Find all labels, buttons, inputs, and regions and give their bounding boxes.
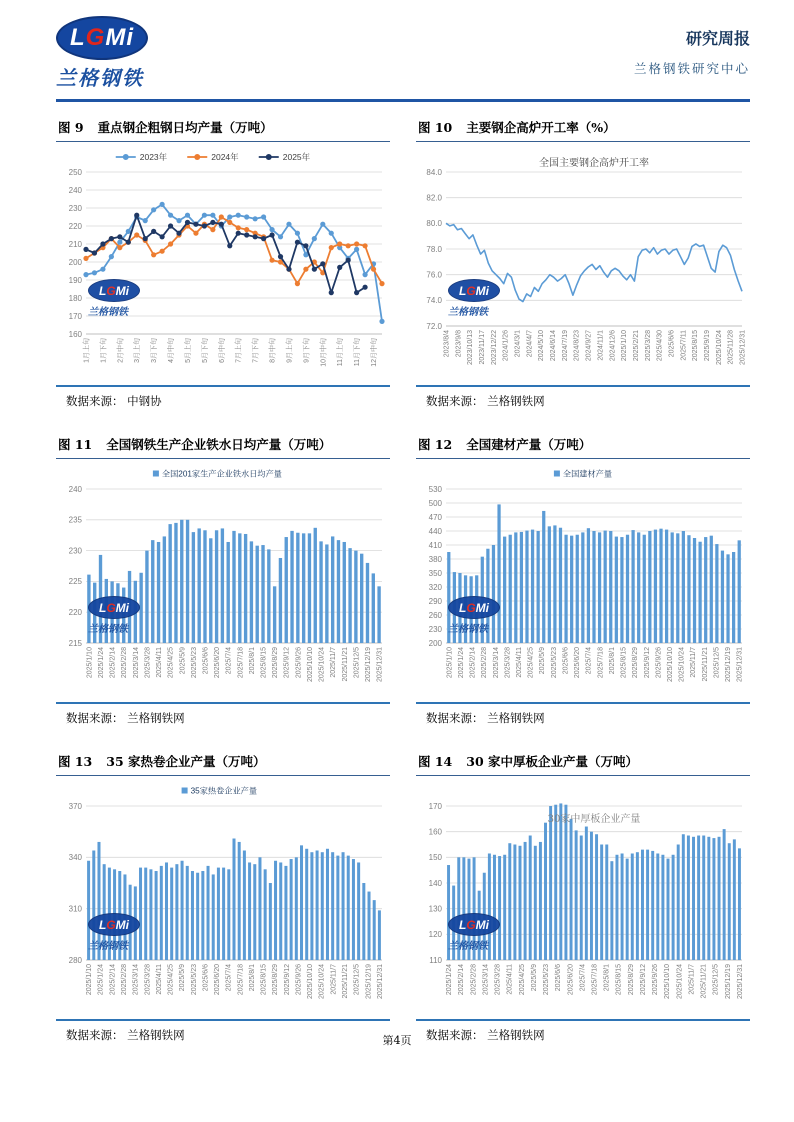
svg-text:9月下旬: 9月下旬 (303, 338, 311, 363)
svg-text:2023/8/4: 2023/8/4 (443, 330, 451, 358)
figure-label: 图 13 (58, 754, 93, 769)
svg-text:2025/5/9: 2025/5/9 (530, 964, 538, 992)
svg-text:2024年: 2024年 (211, 152, 239, 162)
svg-text:2025/3/28: 2025/3/28 (144, 964, 152, 996)
svg-text:2023/11/17: 2023/11/17 (479, 330, 487, 365)
figure-label: 图 10 (418, 120, 453, 135)
svg-text:2025/6/20: 2025/6/20 (574, 647, 582, 679)
svg-text:2025/9/12: 2025/9/12 (643, 647, 651, 679)
svg-text:2025/4/25: 2025/4/25 (518, 964, 526, 996)
svg-text:2025/5/9: 2025/5/9 (179, 964, 187, 992)
figure-caption: 重点钢企粗钢日均产量（万吨） (97, 120, 273, 135)
chart-area (416, 142, 750, 384)
figure-panel-11 (56, 433, 390, 726)
svg-text:220: 220 (68, 608, 82, 617)
svg-text:2025/2/28: 2025/2/28 (121, 647, 129, 679)
svg-text:2024/12/6: 2024/12/6 (609, 330, 617, 362)
lgmi-watermark-name: 兰格钢铁 (88, 941, 128, 952)
svg-text:2025/5/23: 2025/5/23 (190, 964, 198, 996)
svg-text:130: 130 (428, 904, 442, 914)
svg-text:2025/10/24: 2025/10/24 (318, 964, 326, 1000)
svg-text:240: 240 (68, 484, 82, 494)
svg-text:2025/9/12: 2025/9/12 (639, 964, 647, 996)
figure-caption: 30 家中厚板企业产量（万吨） (466, 754, 638, 769)
figure-label: 图 14 (418, 754, 453, 769)
svg-text:2025/10/24: 2025/10/24 (715, 330, 723, 366)
svg-text:2025/8/15: 2025/8/15 (615, 964, 623, 996)
svg-text:74.0: 74.0 (426, 296, 442, 306)
svg-text:2025/6/20: 2025/6/20 (214, 647, 222, 679)
svg-text:2025/12/31: 2025/12/31 (376, 647, 384, 683)
svg-text:2025/4/30: 2025/4/30 (656, 330, 664, 362)
svg-text:2025年: 2025年 (282, 152, 311, 162)
svg-text:230: 230 (68, 203, 82, 213)
lgmi-watermark-mark: L G Mi (88, 279, 140, 302)
svg-text:440: 440 (428, 526, 442, 536)
svg-text:2025/11/7: 2025/11/7 (690, 647, 698, 678)
svg-text:2025/2/28: 2025/2/28 (120, 964, 128, 996)
svg-text:11月上旬: 11月上旬 (337, 338, 345, 367)
svg-text:1月上旬: 1月上旬 (83, 338, 91, 363)
svg-text:2025/7/4: 2025/7/4 (225, 964, 233, 992)
svg-text:84.0: 84.0 (426, 167, 442, 177)
svg-text:2025/6/6: 2025/6/6 (202, 964, 210, 992)
svg-text:2025/11/7: 2025/11/7 (330, 647, 338, 678)
lgmi-logo (56, 16, 148, 91)
svg-text:2025/7/18: 2025/7/18 (237, 647, 245, 679)
svg-text:2025/8/29: 2025/8/29 (272, 647, 280, 679)
svg-text:190: 190 (68, 275, 82, 285)
svg-text:3月下旬: 3月下旬 (151, 338, 159, 363)
lgmi-watermark-name: 兰格钢铁 (448, 307, 488, 318)
lgmi-watermark-mark: L G Mi (448, 913, 500, 936)
svg-text:2025/8/15: 2025/8/15 (692, 330, 700, 362)
svg-text:30家中厚板企业产量: 30家中厚板企业产量 (547, 814, 641, 825)
data-source: 数据来源： 兰格钢铁网 (416, 1019, 750, 1043)
svg-text:12月中旬: 12月中旬 (371, 338, 379, 367)
svg-text:2025/2/21: 2025/2/21 (632, 330, 640, 362)
data-source: 数据来源： 中钢协 (56, 385, 390, 409)
figure-label: 图 12 (418, 437, 453, 452)
svg-text:2025/10/24: 2025/10/24 (676, 964, 684, 1000)
svg-text:2024/1/26: 2024/1/26 (502, 330, 510, 362)
svg-text:2024/9/27: 2024/9/27 (585, 330, 593, 362)
svg-text:2025/10/10: 2025/10/10 (664, 964, 672, 1000)
svg-text:2025/6/6: 2025/6/6 (562, 647, 570, 675)
svg-text:2025/10/10: 2025/10/10 (307, 964, 315, 1000)
svg-text:2025/3/28: 2025/3/28 (494, 964, 502, 996)
figure-label: 图 11 (58, 437, 93, 452)
chart-area (56, 459, 390, 701)
svg-text:215: 215 (68, 638, 82, 648)
svg-text:2025/7/4: 2025/7/4 (579, 964, 587, 992)
figure-panel-10 (416, 116, 750, 409)
svg-text:2025/4/25: 2025/4/25 (167, 647, 175, 679)
lgmi-watermark-mark: L G Mi (88, 913, 140, 936)
svg-text:2025/4/11: 2025/4/11 (155, 964, 163, 995)
svg-text:160: 160 (428, 827, 442, 837)
svg-text:370: 370 (68, 801, 82, 811)
svg-text:2025/10/10: 2025/10/10 (667, 647, 675, 683)
svg-text:3月上旬: 3月上旬 (134, 338, 142, 363)
svg-text:2025/9/26: 2025/9/26 (652, 964, 660, 996)
svg-text:530: 530 (428, 484, 442, 494)
figure-caption: 35 家热卷企业产量（万吨） (106, 754, 266, 769)
svg-text:140: 140 (428, 878, 442, 888)
svg-text:2024/5/10: 2024/5/10 (538, 330, 546, 362)
svg-text:380: 380 (428, 554, 442, 564)
svg-text:全国主要钢企高炉开工率: 全国主要钢企高炉开工率 (539, 158, 649, 169)
svg-text:2025/8/15: 2025/8/15 (260, 964, 268, 996)
doc-type-title: 研究周报 (685, 29, 750, 48)
svg-text:76.0: 76.0 (426, 270, 442, 280)
svg-text:235: 235 (68, 515, 82, 525)
svg-text:2025/2/28: 2025/2/28 (481, 647, 489, 679)
svg-text:2025/11/28: 2025/11/28 (727, 330, 735, 365)
svg-text:2025/6/20: 2025/6/20 (214, 964, 222, 996)
logo-letter: L (69, 24, 86, 51)
svg-text:2025/9/26: 2025/9/26 (655, 647, 663, 679)
svg-text:220: 220 (68, 221, 82, 231)
svg-text:2025/5/9: 2025/5/9 (539, 647, 547, 675)
svg-text:2025/11/21: 2025/11/21 (700, 964, 708, 999)
svg-text:2025/2/28: 2025/2/28 (470, 964, 478, 996)
svg-text:7月上旬: 7月上旬 (235, 338, 243, 363)
svg-text:210: 210 (68, 239, 82, 249)
svg-text:2025/2/14: 2025/2/14 (109, 964, 117, 996)
lgmi-watermark-mark: L G Mi (448, 596, 500, 619)
svg-text:250: 250 (68, 167, 82, 177)
svg-text:2025/9/12: 2025/9/12 (283, 964, 291, 996)
svg-text:2025/11/21: 2025/11/21 (342, 964, 350, 999)
page-number: 第4页 (382, 1034, 412, 1047)
chart-area (416, 459, 750, 701)
svg-text:2025/7/4: 2025/7/4 (225, 647, 233, 675)
svg-text:170: 170 (68, 311, 82, 321)
svg-text:5月下旬: 5月下旬 (201, 338, 209, 363)
lgmi-watermark-mark: L G Mi (88, 596, 140, 619)
svg-text:2025/10/24: 2025/10/24 (678, 647, 686, 683)
research-center-name: 兰格钢铁研究中心 (633, 61, 750, 76)
chart-figure-11 (56, 463, 390, 701)
figure-14-title (416, 750, 750, 776)
svg-text:410: 410 (428, 540, 442, 550)
svg-text:82.0: 82.0 (426, 193, 442, 203)
svg-text:1月下旬: 1月下旬 (100, 338, 108, 363)
svg-text:2025/8/29: 2025/8/29 (627, 964, 635, 996)
svg-text:2025/11/21: 2025/11/21 (341, 647, 349, 682)
svg-text:2025/7/18: 2025/7/18 (237, 964, 245, 996)
svg-text:2025/6/6: 2025/6/6 (668, 330, 676, 358)
svg-text:2025/12/5: 2025/12/5 (353, 647, 361, 679)
svg-text:2025/12/19: 2025/12/19 (364, 647, 372, 683)
svg-text:2025/11/7: 2025/11/7 (330, 964, 338, 995)
svg-text:2024/6/14: 2024/6/14 (550, 330, 558, 362)
svg-text:2025/3/14: 2025/3/14 (482, 964, 490, 996)
header-right (634, 16, 750, 77)
figure-label: 图 9 (58, 120, 84, 135)
figure-panel-13 (56, 750, 390, 1043)
svg-text:2025/3/28: 2025/3/28 (504, 647, 512, 679)
data-source: 数据来源： 兰格钢铁网 (56, 702, 390, 726)
svg-text:170: 170 (428, 801, 442, 811)
svg-text:2025/5/23: 2025/5/23 (543, 964, 551, 996)
svg-text:470: 470 (428, 512, 442, 522)
svg-text:2025/8/1: 2025/8/1 (248, 647, 256, 675)
svg-text:2025/7/4: 2025/7/4 (585, 647, 593, 675)
svg-text:2025/7/11: 2025/7/11 (680, 330, 688, 361)
svg-text:2025/4/25: 2025/4/25 (527, 647, 535, 679)
svg-text:110: 110 (429, 955, 442, 965)
svg-text:230: 230 (428, 624, 442, 634)
svg-text:2025/9/26: 2025/9/26 (295, 964, 303, 996)
logo-letter-g: G (85, 24, 106, 51)
svg-text:2025/10/10: 2025/10/10 (306, 647, 314, 683)
figure-10-title (416, 116, 750, 142)
svg-text:2025/2/14: 2025/2/14 (458, 964, 466, 996)
svg-text:72.0: 72.0 (426, 321, 442, 331)
svg-text:2025/5/23: 2025/5/23 (550, 647, 558, 679)
lgmi-watermark-name: 兰格钢铁 (448, 624, 488, 635)
svg-text:2025/5/9: 2025/5/9 (179, 647, 187, 675)
lgmi-logo-mark (56, 16, 148, 60)
lgmi-logo-name: 兰格钢铁 (56, 66, 144, 90)
svg-text:2025/8/29: 2025/8/29 (632, 647, 640, 679)
svg-text:2025/12/31: 2025/12/31 (376, 964, 384, 1000)
svg-text:2025/1/10: 2025/1/10 (446, 647, 454, 679)
svg-text:2025/4/11: 2025/4/11 (506, 964, 514, 995)
svg-text:2025/9/26: 2025/9/26 (295, 647, 303, 679)
svg-text:8月中旬: 8月中旬 (269, 338, 277, 363)
svg-text:120: 120 (428, 930, 442, 940)
figure-panel-9 (56, 116, 390, 409)
svg-text:2025/8/29: 2025/8/29 (272, 964, 280, 996)
svg-text:2025/1/10: 2025/1/10 (86, 647, 94, 679)
figure-panel-12 (416, 433, 750, 726)
svg-text:150: 150 (428, 853, 442, 863)
svg-text:2025/3/14: 2025/3/14 (132, 647, 140, 679)
svg-text:2025/7/18: 2025/7/18 (591, 964, 599, 996)
svg-text:340: 340 (68, 853, 82, 863)
svg-text:2025/4/25: 2025/4/25 (167, 964, 175, 996)
svg-text:2025/1/24: 2025/1/24 (98, 647, 106, 679)
svg-text:2月中旬: 2月中旬 (117, 338, 125, 363)
data-source: 数据来源： 兰格钢铁网 (416, 702, 750, 726)
svg-text:2025/9/12: 2025/9/12 (283, 647, 291, 679)
svg-text:全国201家生产企业铁水日均产量: 全国201家生产企业铁水日均产量 (161, 469, 283, 479)
svg-text:2025/12/5: 2025/12/5 (712, 964, 720, 996)
svg-text:2025/11/7: 2025/11/7 (688, 964, 696, 995)
chart-area (416, 776, 750, 1018)
svg-text:全国建材产量: 全国建材产量 (562, 469, 613, 479)
svg-text:10月中旬: 10月中旬 (320, 338, 328, 367)
svg-text:280: 280 (68, 955, 82, 965)
chart-figure-10 (416, 146, 750, 384)
svg-text:2025/6/6: 2025/6/6 (202, 647, 210, 675)
svg-text:9月上旬: 9月上旬 (286, 338, 294, 363)
svg-text:350: 350 (428, 568, 442, 578)
figure-12-title (416, 433, 750, 459)
svg-text:2024/4/7: 2024/4/7 (526, 330, 534, 358)
svg-text:320: 320 (428, 582, 442, 592)
lgmi-watermark-mark: L G Mi (448, 279, 500, 302)
figure-13-title (56, 750, 390, 776)
svg-text:310: 310 (68, 904, 82, 914)
svg-text:6月中旬: 6月中旬 (218, 338, 226, 363)
svg-text:2025/4/11: 2025/4/11 (156, 647, 164, 678)
svg-text:5月上旬: 5月上旬 (184, 338, 192, 363)
logo-letters: Mi (105, 24, 134, 51)
chart-figure-14 (416, 780, 750, 1018)
svg-text:2025/1/24: 2025/1/24 (457, 647, 465, 679)
svg-text:35家热卷企业产量: 35家热卷企业产量 (190, 786, 258, 796)
data-source: 数据来源： 兰格钢铁网 (416, 385, 750, 409)
svg-text:78.0: 78.0 (426, 244, 442, 254)
svg-text:2025/3/28: 2025/3/28 (644, 330, 652, 362)
figure-caption: 主要钢企高炉开工率（%） (466, 120, 616, 135)
figure-caption: 全国钢铁生产企业铁水日均产量（万吨） (106, 437, 332, 452)
svg-text:2025/8/1: 2025/8/1 (248, 964, 256, 992)
svg-text:2025/1/24: 2025/1/24 (97, 964, 105, 996)
svg-text:2025/12/31: 2025/12/31 (739, 330, 747, 366)
svg-text:225: 225 (68, 577, 82, 587)
svg-text:2025/12/19: 2025/12/19 (365, 964, 373, 1000)
svg-text:200: 200 (428, 638, 442, 648)
page-header (0, 0, 794, 91)
svg-text:2025/5/23: 2025/5/23 (190, 647, 198, 679)
lgmi-watermark-name: 兰格钢铁 (88, 307, 128, 318)
chart-area (56, 142, 390, 384)
svg-text:2025/4/11: 2025/4/11 (515, 647, 523, 678)
svg-text:2023/9/8: 2023/9/8 (455, 330, 463, 358)
svg-text:2024/11/1: 2024/11/1 (597, 330, 605, 361)
data-source: 数据来源： 兰格钢铁网 (56, 1019, 390, 1043)
svg-text:2025/12/5: 2025/12/5 (353, 964, 361, 996)
svg-text:7月下旬: 7月下旬 (252, 338, 260, 363)
svg-text:2025/3/14: 2025/3/14 (132, 964, 140, 996)
svg-text:200: 200 (68, 257, 82, 267)
svg-text:240: 240 (68, 185, 82, 195)
svg-text:2025/1/10: 2025/1/10 (86, 964, 94, 996)
svg-text:2023/10/13: 2023/10/13 (467, 330, 475, 366)
svg-text:2025/3/14: 2025/3/14 (492, 647, 500, 679)
figure-panel-14 (416, 750, 750, 1043)
svg-text:500: 500 (428, 498, 442, 508)
chart-figure-9 (56, 146, 390, 384)
svg-text:2025/12/19: 2025/12/19 (725, 647, 733, 683)
svg-text:2025/10/24: 2025/10/24 (318, 647, 326, 683)
figure-9-title (56, 116, 390, 142)
chart-area (56, 776, 390, 1018)
svg-text:2025/3/28: 2025/3/28 (144, 647, 152, 679)
svg-text:2023年: 2023年 (139, 152, 168, 162)
svg-text:160: 160 (68, 329, 82, 339)
svg-text:2025/8/15: 2025/8/15 (260, 647, 268, 679)
svg-text:2024/7/19: 2024/7/19 (561, 330, 569, 362)
lgmi-watermark-name: 兰格钢铁 (88, 624, 128, 635)
svg-text:2025/1/10: 2025/1/10 (621, 330, 629, 362)
svg-text:2023/12/22: 2023/12/22 (490, 330, 498, 366)
svg-text:2025/12/31: 2025/12/31 (736, 647, 744, 683)
svg-text:2024/3/1: 2024/3/1 (514, 330, 522, 358)
svg-text:180: 180 (68, 293, 82, 303)
svg-text:2025/6/6: 2025/6/6 (555, 964, 563, 992)
svg-text:2025/8/1: 2025/8/1 (603, 964, 611, 992)
svg-text:2025/2/14: 2025/2/14 (109, 647, 117, 679)
chart-figure-12 (416, 463, 750, 701)
svg-text:80.0: 80.0 (426, 219, 442, 229)
svg-text:2025/8/15: 2025/8/15 (620, 647, 628, 679)
svg-text:260: 260 (428, 610, 442, 620)
chart-grid (0, 102, 794, 1043)
svg-text:2025/7/18: 2025/7/18 (597, 647, 605, 679)
svg-text:230: 230 (68, 546, 82, 556)
svg-text:2025/11/21: 2025/11/21 (701, 647, 709, 682)
svg-text:2025/8/1: 2025/8/1 (608, 647, 616, 675)
figure-11-title (56, 433, 390, 459)
svg-text:4月中旬: 4月中旬 (168, 338, 176, 363)
svg-text:2025/12/19: 2025/12/19 (724, 964, 732, 1000)
figure-caption: 全国建材产量（万吨） (466, 437, 592, 452)
svg-text:2025/9/19: 2025/9/19 (703, 330, 711, 362)
chart-figure-13 (56, 780, 390, 1018)
svg-text:2024/8/23: 2024/8/23 (573, 330, 581, 362)
svg-text:290: 290 (428, 596, 442, 606)
svg-text:11月下旬: 11月下旬 (354, 338, 362, 367)
svg-text:2025/12/5: 2025/12/5 (713, 647, 721, 679)
lgmi-watermark-name: 兰格钢铁 (448, 941, 488, 952)
svg-text:2025/2/14: 2025/2/14 (469, 647, 477, 679)
svg-text:2025/12/31: 2025/12/31 (736, 964, 744, 1000)
svg-text:2025/6/20: 2025/6/20 (567, 964, 575, 996)
svg-text:2025/1/24: 2025/1/24 (446, 964, 454, 996)
